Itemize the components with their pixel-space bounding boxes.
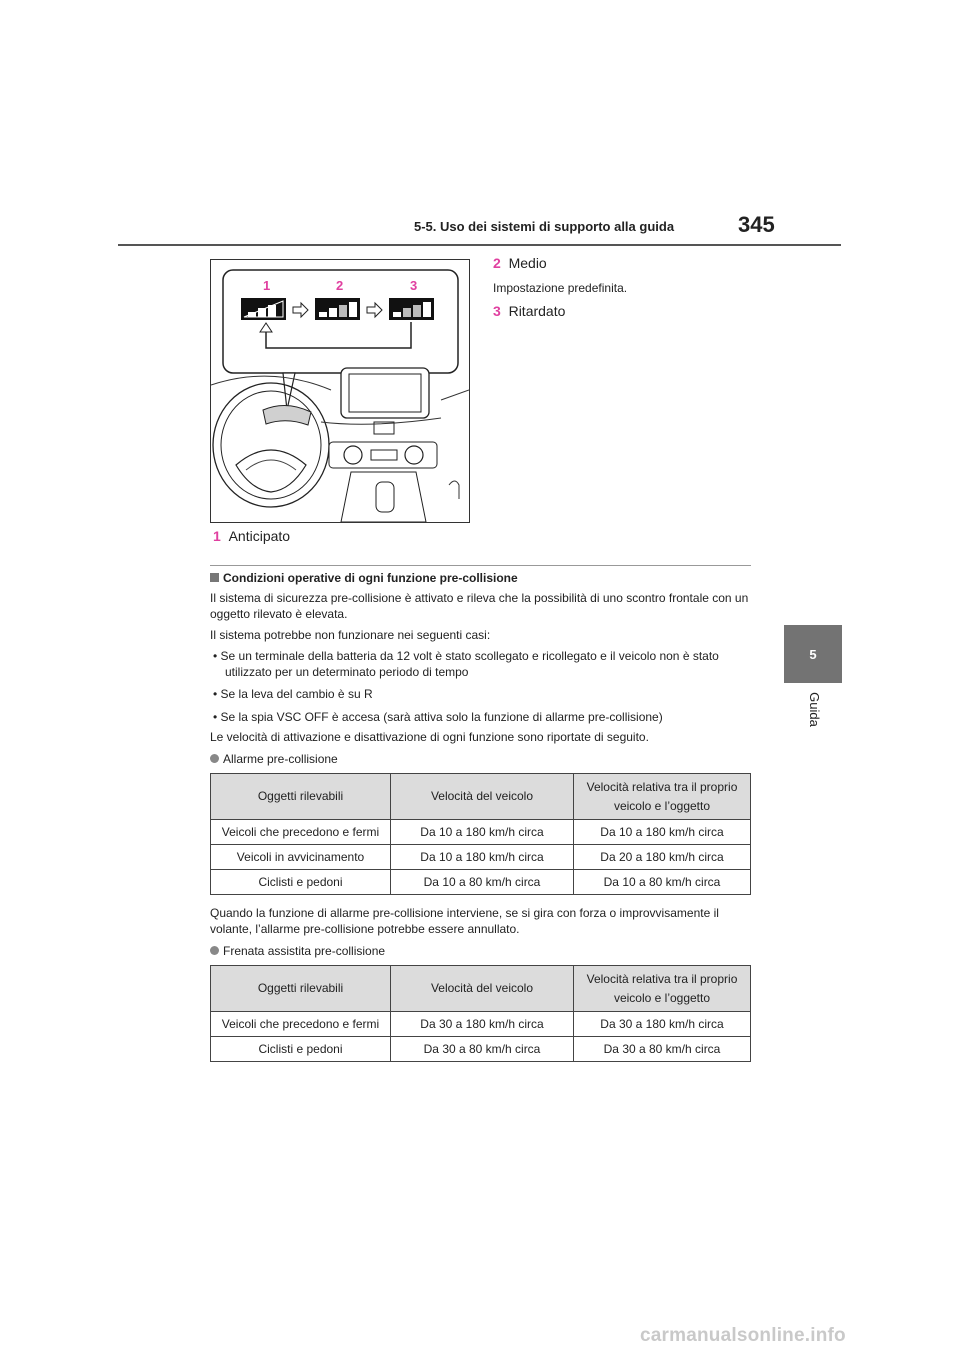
table-header-cell: Oggetti rilevabili xyxy=(211,774,391,820)
item-anticipato xyxy=(213,528,290,544)
figure-label-3: 3 xyxy=(410,278,418,293)
table-cell: Da 10 a 80 km/h circa xyxy=(574,870,751,895)
item-ritardato xyxy=(493,303,565,319)
table-cell: Veicoli che precedono e fermi xyxy=(211,820,391,845)
paragraph: Il sistema di sicurezza pre-collisione è attivato e rileva che la possibilità di uno scontro frontale con un oggetto rilevato è elevata. xyxy=(210,591,749,621)
chapter-label-text: Guida xyxy=(806,692,822,727)
table-row xyxy=(211,820,751,845)
dashboard-diagram xyxy=(211,260,469,522)
table-row xyxy=(211,845,751,870)
section-divider xyxy=(210,565,751,566)
table-header-cell: Oggetti rilevabili xyxy=(211,966,391,1012)
table-cell: Veicoli che precedono e fermi xyxy=(211,1012,391,1037)
subsection-title: Frenata assistita pre-collisione xyxy=(223,944,386,958)
section-heading-text: Condizioni operative di ogni funzione pre-collisione xyxy=(223,571,518,585)
item-number: 3 xyxy=(493,303,501,319)
page-number: 345 xyxy=(738,212,775,237)
paragraph: Quando la funzione di allarme pre-collisione interviene, se si gira con forza o improvvisamente il volante, l’allarme pre-collisione potrebbe essere annullato. xyxy=(210,906,719,936)
item-label: Anticipato xyxy=(228,528,291,544)
table-header-cell: Velocità del veicolo xyxy=(391,966,574,1012)
section-title: 5-5. Uso dei sistemi di supporto alla guida xyxy=(414,219,675,234)
bullet-item: • Se la spia VSC OFF è accesa (sarà attiva solo la funzione di allarme pre-collisione) xyxy=(213,710,663,724)
figure-label-1: 1 xyxy=(263,278,271,293)
table-header-cell: Velocità relativa tra il proprio veicolo e l’oggetto xyxy=(574,774,751,820)
setting-icon-2 xyxy=(315,298,360,320)
item-description: Impostazione predefinita. xyxy=(493,281,628,295)
paragraph: Le velocità di attivazione e disattivazione di ogni funzione sono riportate di seguito. xyxy=(210,730,649,744)
paragraph: Il sistema potrebbe non funzionare nei seguenti casi: xyxy=(210,628,491,642)
table-cell: Da 10 a 80 km/h circa xyxy=(391,870,574,895)
item-label: Medio xyxy=(508,255,547,271)
table-cell: Ciclisti e pedoni xyxy=(211,870,391,895)
table-cell: Da 30 a 80 km/h circa xyxy=(574,1037,751,1062)
table-header-row xyxy=(211,774,751,820)
item-number: 2 xyxy=(493,255,501,271)
item-medio xyxy=(493,255,547,271)
table-cell: Da 10 a 180 km/h circa xyxy=(574,820,751,845)
table-cell: Veicoli in avvicinamento xyxy=(211,845,391,870)
header-divider xyxy=(118,244,841,246)
circle-bullet-icon xyxy=(210,754,219,763)
chapter-tab: 5 xyxy=(784,625,842,683)
braking-speed-table xyxy=(210,965,751,1062)
table-cell: Ciclisti e pedoni xyxy=(211,1037,391,1062)
setting-icon-3 xyxy=(389,298,434,320)
figure-label-2: 2 xyxy=(336,278,344,293)
item-label: Ritardato xyxy=(508,303,566,319)
subsection-braking xyxy=(210,943,751,959)
bullet-item: • Se un terminale della batteria da 12 volt è stato scollegato e ricollegato e il veicolo non è stato utilizzato per un determinato periodo di tempo xyxy=(213,649,719,679)
bullet-item: • Se la leva del cambio è su R xyxy=(213,687,373,701)
circle-bullet-icon xyxy=(210,946,219,955)
table-cell: Da 10 a 180 km/h circa xyxy=(391,845,574,870)
dashboard-illustration xyxy=(210,259,470,523)
table-row xyxy=(211,1012,751,1037)
item-number: 1 xyxy=(213,528,221,544)
watermark: carmanualsonline.info xyxy=(640,1325,846,1346)
table-header-row xyxy=(211,966,751,1012)
table-cell: Da 30 a 180 km/h circa xyxy=(391,1012,574,1037)
section-heading xyxy=(210,571,518,585)
table-row xyxy=(211,870,751,895)
alarm-speed-table xyxy=(210,773,751,895)
table-cell: Da 10 a 180 km/h circa xyxy=(391,820,574,845)
table-cell: Da 20 a 180 km/h circa xyxy=(574,845,751,870)
subsection-title: Allarme pre-collisione xyxy=(223,752,338,766)
table-header-cell: Velocità relativa tra il proprio veicolo e l’oggetto xyxy=(574,966,751,1012)
square-bullet-icon xyxy=(210,573,219,582)
table-cell: Da 30 a 180 km/h circa xyxy=(574,1012,751,1037)
table-header-cell: Velocità del veicolo xyxy=(391,774,574,820)
table-row xyxy=(211,1037,751,1062)
subsection-alarm xyxy=(210,751,751,767)
table-cell: Da 30 a 80 km/h circa xyxy=(391,1037,574,1062)
setting-icon-1 xyxy=(241,298,286,320)
chapter-label xyxy=(793,688,833,734)
